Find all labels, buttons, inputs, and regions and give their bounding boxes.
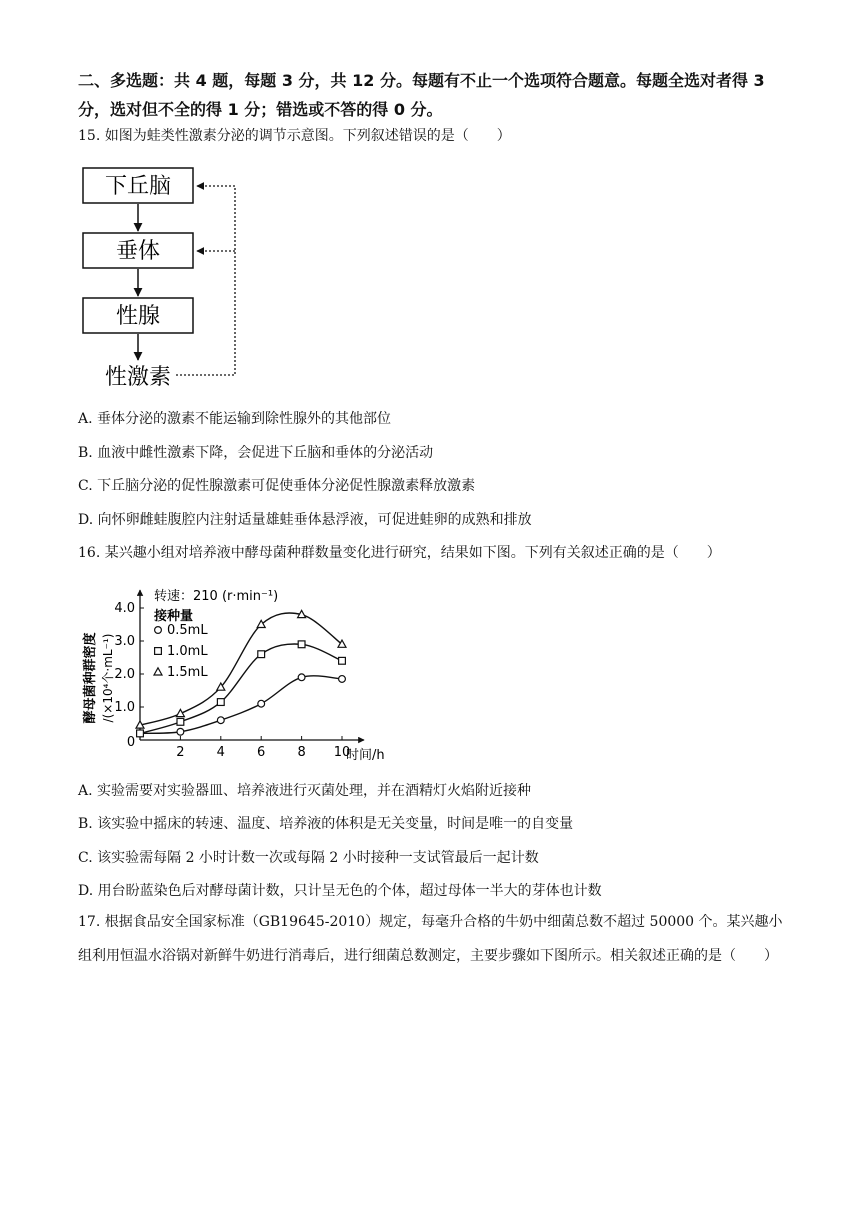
- legend-label: 0.5mL: [167, 623, 208, 638]
- y-tick-label: 3.0: [114, 634, 135, 649]
- q16-option-b: B. 该实验中摇床的转速、温度、培养液的体积是无关变量，时间是唯一的自变量: [78, 816, 574, 832]
- q15-stem: 15. 如图为蛙类性激素分泌的调节示意图。下列叙述错误的是（ ）: [78, 128, 511, 144]
- speed-label: 转速：210 (r·min⁻¹): [154, 589, 279, 604]
- hypothalamus-label: 下丘脑: [104, 174, 172, 199]
- data-point-square: [298, 641, 305, 648]
- data-point-circle: [258, 700, 265, 707]
- data-point-square: [155, 648, 162, 655]
- chart-legend: [154, 623, 208, 680]
- q15-option-d: D. 向怀卵雌蛙腹腔内注射适量雄蛙垂体悬浮液，可促进蛙卵的成熟和排放: [78, 512, 532, 528]
- q15-option-b: B. 血液中雌性激素下降，会促进下丘脑和垂体的分泌活动: [78, 445, 434, 461]
- x-tick-label: 10: [333, 745, 351, 760]
- q16-option-d: D. 用台盼蓝染色后对酵母菌计数，只计呈无色的个体，超过母体一半大的芽体也计数: [78, 883, 602, 899]
- legend-title: 接种量: [154, 609, 194, 624]
- data-point-triangle: [154, 668, 162, 675]
- q16-option-a: A. 实验需要对实验器皿、培养液进行灭菌处理，并在酒精灯火焰附近接种: [78, 783, 532, 799]
- q15-option-a: A. 垂体分泌的激素不能运输到除性腺外的其他部位: [78, 411, 392, 427]
- gonad-label: 性腺: [115, 304, 161, 329]
- y-axis-label-line2: /(×10⁴个·mL⁻¹): [101, 633, 115, 723]
- x-tick-label: 8: [297, 745, 306, 760]
- legend-label: 1.5mL: [167, 665, 208, 680]
- data-point-circle: [217, 717, 224, 724]
- q16-stem: 16. 某兴趣小组对培养液中酵母菌种群数量变化进行研究，结果如下图。下列有关叙述正确的是（ ）: [78, 545, 721, 561]
- data-point-square: [177, 718, 184, 725]
- q17-stem: 17. 根据食品安全国家标准（GB19645-2010）规定，每毫升合格的牛奶中细菌总数不超过 50000 个。某兴趣小组利用恒温水浴锅对新鲜牛奶进行消毒后，进行细菌总数测定，主要步骤如下图所示。相关叙述正确的是（ ）: [78, 914, 783, 964]
- data-point-circle: [298, 674, 305, 681]
- y-tick-label: 4.0: [114, 601, 135, 616]
- y-axis-label-line1: 酵母菌种群密度: [83, 632, 98, 724]
- data-point-circle: [339, 676, 346, 683]
- y-tick-label: 2.0: [114, 667, 135, 682]
- x-tick-label: 2: [176, 745, 185, 760]
- yeast-population-chart: [78, 578, 398, 768]
- y-tick-label: 1.0: [114, 700, 135, 715]
- data-point-square: [339, 657, 346, 664]
- x-tick-label: 6: [257, 745, 266, 760]
- origin-label: 0: [126, 735, 136, 750]
- data-point-square: [217, 699, 224, 706]
- pituitary-label: 垂体: [115, 239, 161, 264]
- x-axis-label: 时间/h: [346, 748, 385, 763]
- data-point-square: [137, 730, 144, 737]
- feedback-to-hypothalamus: [176, 186, 235, 375]
- data-point-square: [258, 651, 265, 658]
- hormone-label: 性激素: [104, 365, 172, 390]
- section-heading: 二、多选题：共 4 题，每题 3 分，共 12 分。每题有不止一个选项符合题意。每题全选对者得 3 分，选对但不全的得 1 分；错选或不答的得 0 分。: [78, 71, 765, 119]
- data-point-circle: [155, 627, 162, 634]
- hormone-regulation-diagram: [80, 164, 270, 392]
- q15-option-c: C. 下丘脑分泌的促性腺激素可促使垂体分泌促性腺激素释放激素: [78, 478, 476, 494]
- x-tick-label: 4: [216, 745, 225, 760]
- y-axis-label: [82, 632, 115, 723]
- q16-option-c: C. 该实验需每隔 2 小时计数一次或每隔 2 小时接种一支试管最后一起计数: [78, 850, 539, 866]
- data-point-circle: [177, 728, 184, 735]
- legend-label: 1.0mL: [167, 644, 208, 659]
